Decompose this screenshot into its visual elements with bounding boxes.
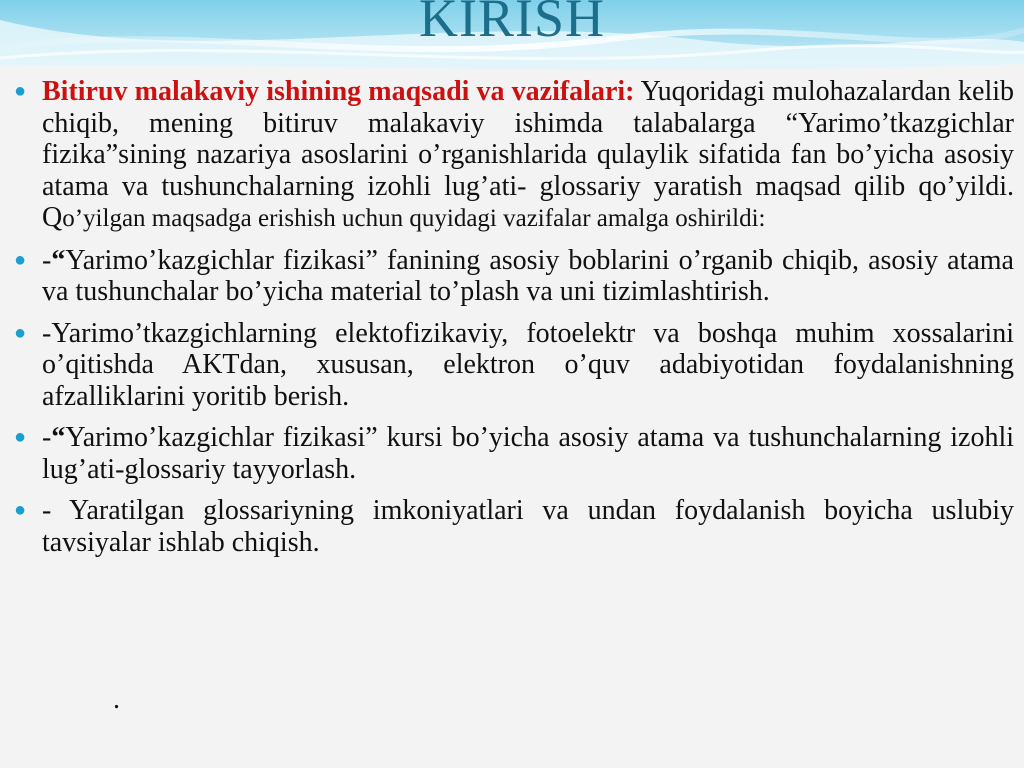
bullet-quote-mark: “ — [51, 422, 66, 453]
bullet-lead: Bitiruv malakaviy ishining maqsadi va vazifalari: — [42, 76, 635, 107]
slide-body — [14, 76, 1014, 568]
bullet-text: -Yarimo’tkazgichlarning elektofizikaviy, fotoelektr va boshqa muhim xossalarini o’qitishda AKTdan, xususan, elektron o’quv adabiyotidan foydalanishning afzalliklarini yoritib berish. — [42, 317, 1014, 412]
bullet-icon: ● — [14, 321, 27, 344]
trailing-dot: . — [113, 684, 120, 715]
bullet-text: Yuqoridagi mulohazalardan kelib chiqib, mening bitiruv malakaviy ishimda talabalarga “Yarimo’tkazgichlar fizika”sining nazariya asoslarini o’rganishlarida qulaylik sifatida fan bo’yicha asosiy atama va tushunchalarning izohli lug’ati- glossariy yaratish maqsad qilib qo’yildi. Q — [42, 76, 1014, 233]
bullet-item-3 — [14, 318, 1014, 413]
bullet-text: Yarimo’kazgichlar fizikasi” kursi bo’yicha asosiy atama va tushunchalarning izohli lug’ati-glossariy tayyorlash. — [42, 422, 1014, 485]
bullet-prefix: - — [42, 244, 52, 276]
bullet-icon: ● — [14, 248, 27, 271]
bullet-icon: ● — [14, 426, 27, 448]
bullet-text: Yarimo’kazgichlar fizikasi” fanining asosiy boblarini o’rganib chiqib, asosiy atama va tushunchalar bo’yicha material to’plash va uni tizimlashtirish. — [42, 244, 1014, 307]
bullet-icon: ● — [14, 499, 27, 521]
bullet-text: - Yaratilgan glossariyning imkoniyatlari va undan foydalanish boyicha uslubiy tavsiyalar ishlab chiqish. — [42, 495, 1014, 558]
bullet-item-5 — [14, 495, 1014, 558]
header-wave-band — [0, 0, 1024, 80]
bullet-prefix: - — [42, 422, 52, 453]
bullet-quote-mark: “ — [51, 244, 66, 276]
bullet-text-small: o’yilgan maqsadga erishish uchun quyidagi vazifalar amalga oshirildi: — [62, 205, 766, 232]
bullet-icon: ● — [14, 80, 27, 102]
bullet-item-2 — [14, 245, 1014, 308]
bullet-item-1 — [14, 76, 1014, 235]
slide-title: KIRISH — [418, 0, 605, 48]
bullet-item-4 — [14, 422, 1014, 485]
